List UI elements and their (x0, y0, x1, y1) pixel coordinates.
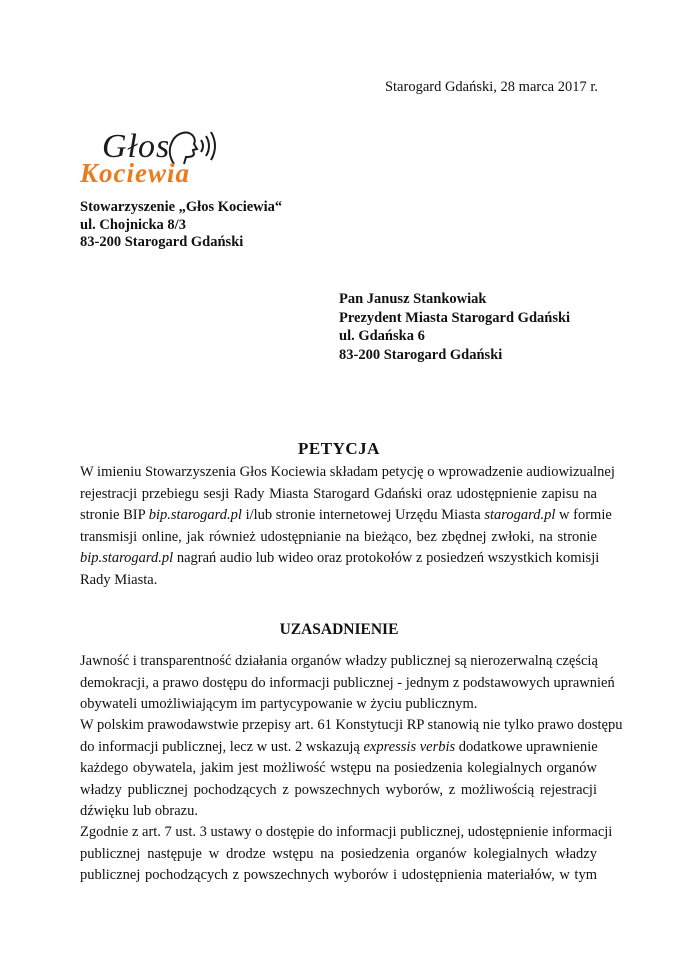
text-segment: nagrań audio lub wideo oraz protokołów z posiedzeń wszystkich komisji (173, 550, 600, 567)
justification-paragraph-1 (80, 651, 615, 716)
letter-date: Starogard Gdański, 28 marca 2017 r. (384, 79, 598, 95)
text-line (80, 505, 612, 527)
text-segment: w formie (555, 507, 612, 524)
petition-paragraph (80, 462, 615, 592)
sender-line: Stowarzyszenie „Głos Kociewia“ (80, 199, 283, 215)
recipient-line: Prezydent Miasta Starogard Gdański (339, 309, 571, 326)
text-line: demokracji, a prawo dostępu do informacji publicznej - jednym z podstawowych uprawnień (80, 674, 615, 691)
sender-line: ul. Chojnicka 8/3 (80, 216, 186, 233)
text-line: Zgodnie z art. 7 ust. 3 ustawy o dostępie do informacji publicznej, udostępnienie informacji (80, 824, 613, 840)
text-segment: stronie BIP (80, 507, 149, 524)
text-line: publicznej następuje w drodze wstępu na posiedzenia organów kolegialnych władzy (80, 845, 597, 862)
text-line: Rady Miasta. (80, 571, 158, 588)
text-line: rejestracji przebiegu sesji Rady Miasta Starogard Gdański oraz udostępnienie zapisu na (80, 485, 597, 502)
organization-logo (80, 128, 230, 194)
text-line: Jawność i transparentność działania organów władzy publicznej są nierozerwalną częścią (80, 653, 598, 669)
logo-text-glos: Głos (102, 128, 171, 165)
justification-title: UZASADNIENIE (279, 621, 399, 638)
text-line: publicznej pochodzących z powszechnych wyborów i udostępnienia materiałów, w tym (80, 867, 597, 884)
text-line (80, 737, 597, 759)
text-line: każdego obywatela, jakim jest możliwość wstępu na posiedzenia kolegialnych organów (80, 760, 597, 777)
justification-paragraph-3 (80, 822, 613, 887)
text-line: W polskim prawodawstwie przepisy art. 61 Konstytucji RP stanowią nie tylko prawo dostępu (80, 717, 623, 733)
sender-address (80, 199, 282, 252)
recipient-line: ul. Gdańska 6 (339, 328, 425, 344)
latin-phrase: expressis verbis (363, 738, 456, 755)
recipient-line: 83-200 Starogard Gdański (339, 346, 503, 363)
justification-paragraph-2 (80, 715, 623, 823)
text-line: W imieniu Stowarzyszenia Głos Kociewia składam petycję o wprowadzenie audiowizualnej (80, 464, 615, 480)
text-segment: i/lub stronie internetowej Urzędu Miasta (241, 507, 485, 524)
text-line: władzy publicznej pochodzących z powszechnych wyborów, z możliwością rejestracji (80, 781, 597, 798)
city-site-text: starogard.pl (484, 507, 556, 524)
bip-link-text: bip.starogard.pl (80, 550, 174, 567)
petition-title: PETYCJA (298, 439, 380, 458)
bip-link-text: bip.starogard.pl (148, 507, 242, 524)
sender-line: 83-200 Starogard Gdański (80, 234, 244, 250)
recipient-line: Pan Janusz Stankowiak (339, 291, 487, 307)
text-segment: do informacji publicznej, lecz w ust. 2 wskazują (80, 738, 364, 755)
text-line: dźwięku lub obrazu. (80, 803, 198, 820)
text-line (80, 548, 600, 570)
recipient-address (339, 290, 570, 364)
text-line: obywateli umożliwiającym im partycypowanie w życiu publicznym. (80, 696, 478, 713)
logo-text-kociewia: Kociewia (80, 158, 190, 188)
text-segment: dodatkowe uprawnienie (455, 738, 598, 755)
text-line: transmisji online, jak również udostępnianie na bieżąco, bez zbędnej zwłoki, na stronie (80, 528, 597, 545)
